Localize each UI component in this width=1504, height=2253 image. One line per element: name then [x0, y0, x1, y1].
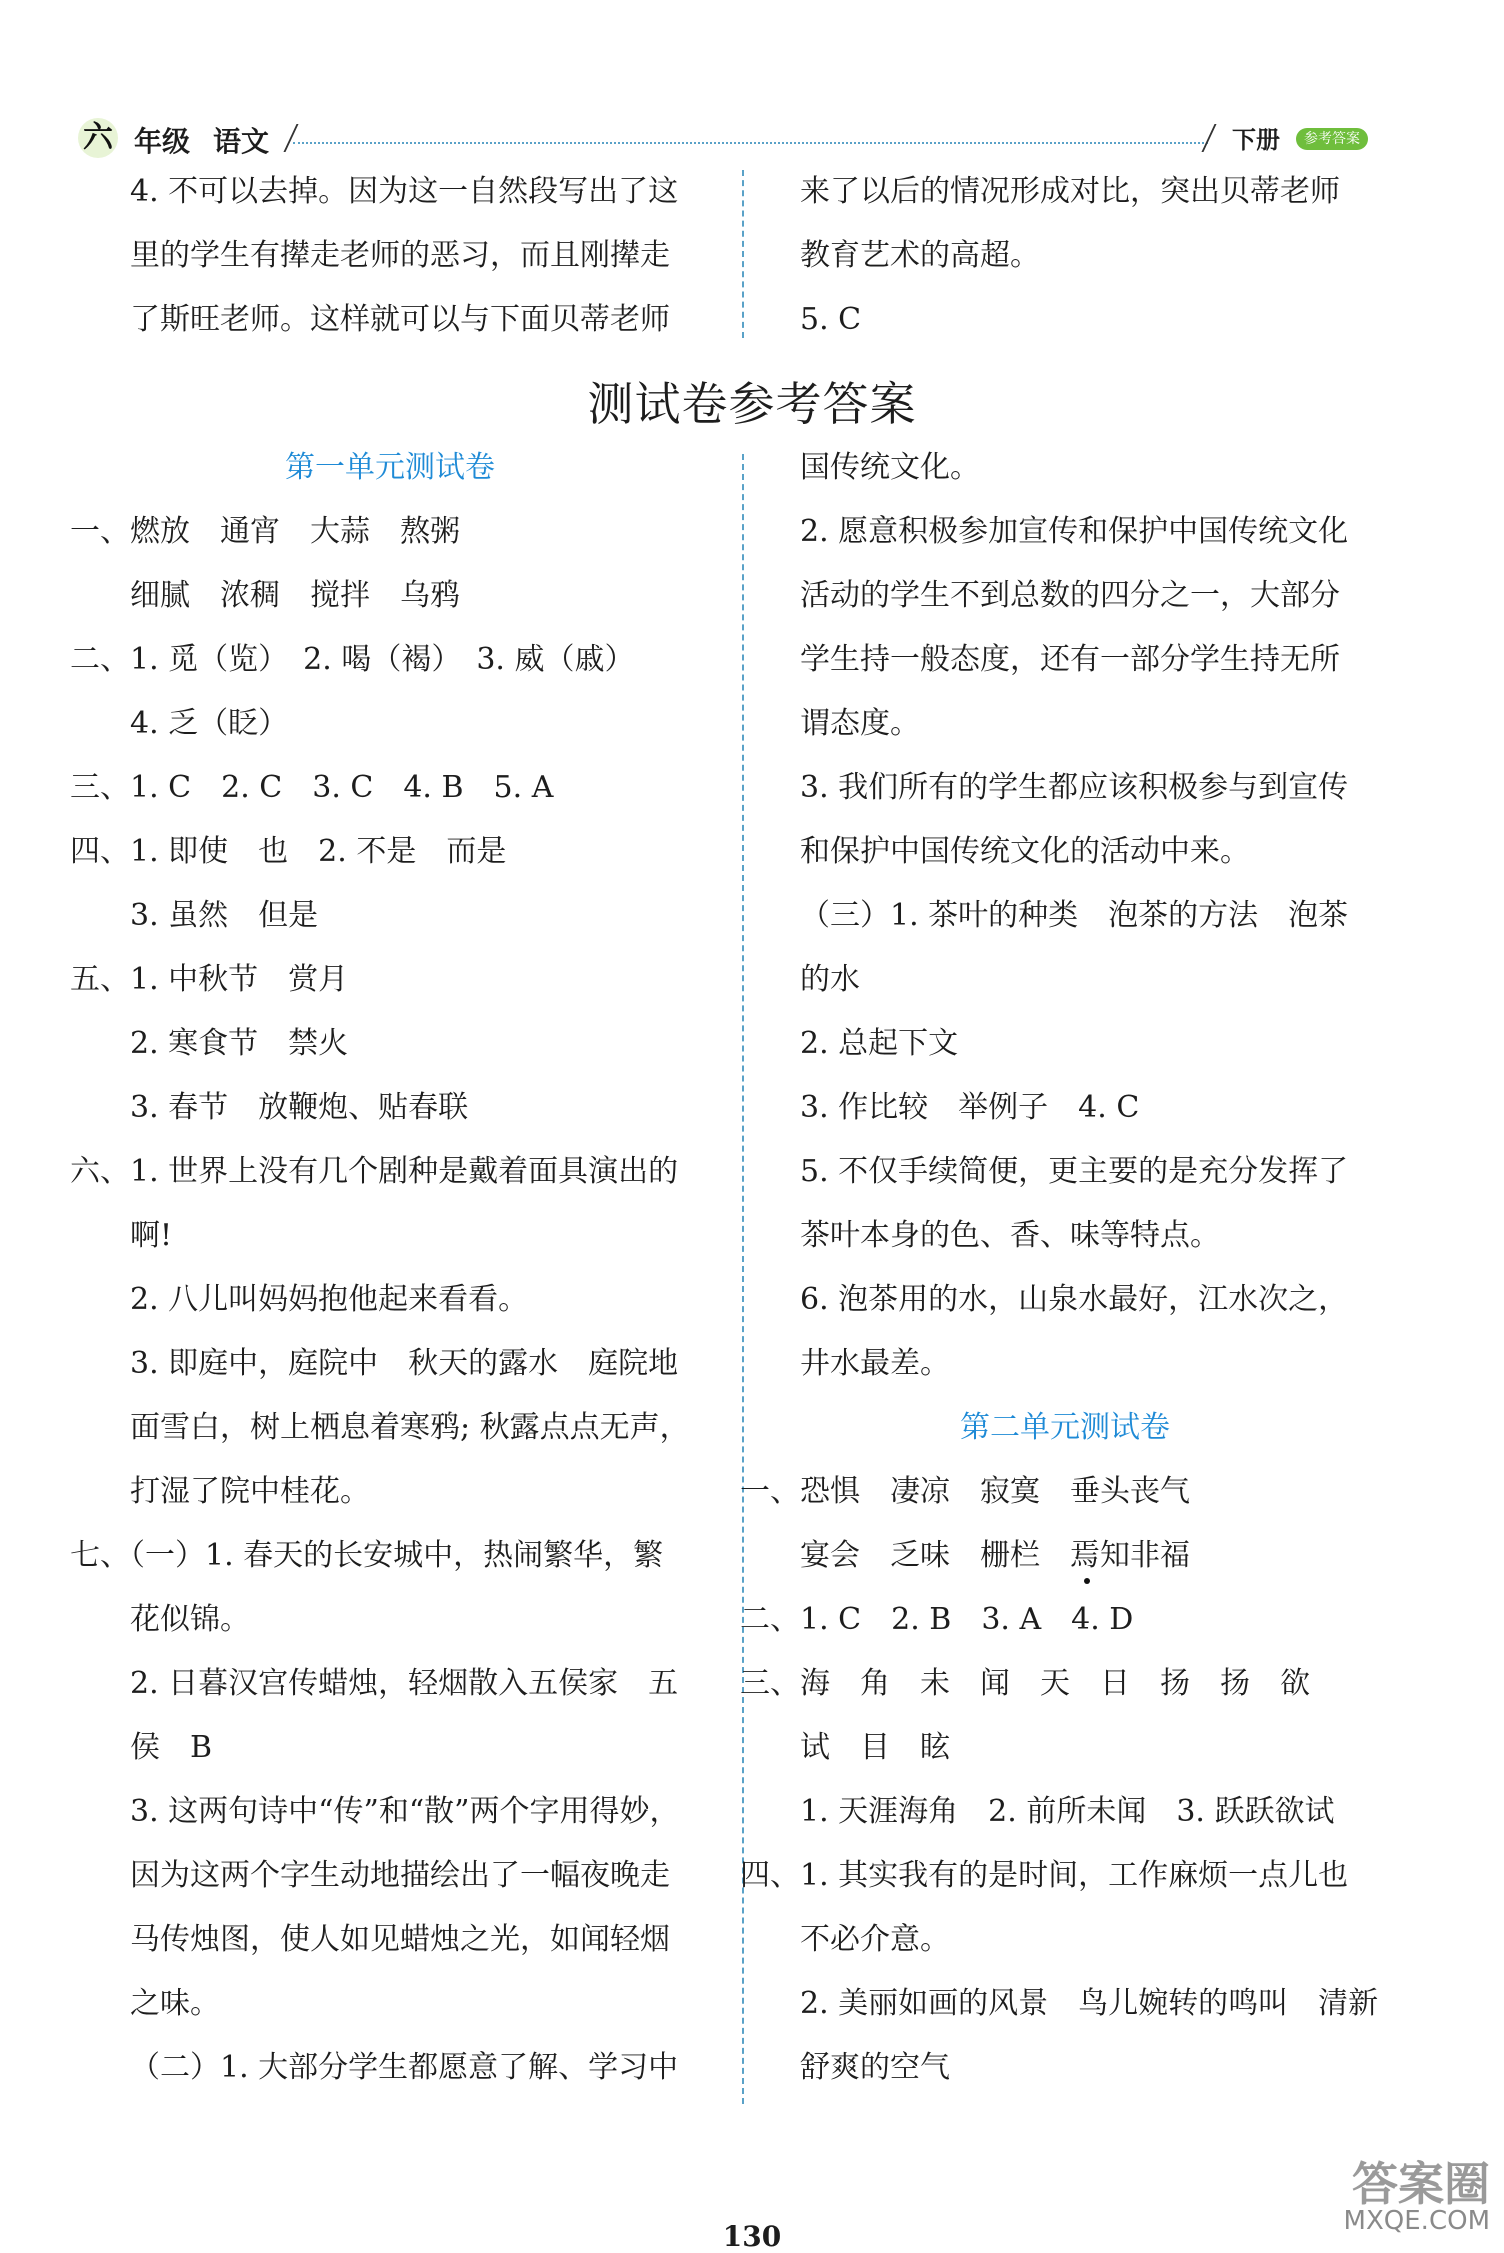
answer-line: 二、1. 觅（览） 2. 喝（褐） 3. 威（戚） [70, 642, 635, 677]
answer-line: 不必介意。 [800, 1922, 950, 1957]
answer-line: 3. 春节 放鞭炮、贴春联 [130, 1090, 469, 1125]
answer-line: 啊! [130, 1218, 173, 1253]
answer-line: 三、1. C 2. C 3. C 4. B 5. A [70, 770, 554, 805]
answer-line: 3. 作比较 举例子 4. C [800, 1090, 1140, 1125]
answer-line: 2. 愿意积极参加宣传和保护中国传统文化 [800, 514, 1349, 549]
top-right-column [800, 160, 1390, 352]
answer-line: （三）1. 茶叶的种类 泡茶的方法 泡茶 [800, 898, 1349, 933]
answer-line: 井水最差。 [800, 1346, 950, 1381]
answer-line: 了斯旺老师。这样就可以与下面贝蒂老师 [130, 302, 670, 337]
right-answer-lines-a [740, 436, 1390, 1396]
answer-line: 活动的学生不到总数的四分之一，大部分 [800, 578, 1340, 613]
header-answer-tag: 参考答案 [1296, 128, 1368, 150]
header-slash-right [1201, 124, 1216, 152]
answer-line: 2. 八儿叫妈妈抱他起来看看。 [130, 1282, 529, 1317]
answer-line: （二）1. 大部分学生都愿意了解、学习中 [130, 2050, 679, 2085]
answer-line: 细腻 浓稠 搅拌 乌鸦 [130, 578, 460, 613]
answer-line: 六、1. 世界上没有几个剧种是戴着面具演出的 [70, 1154, 679, 1189]
answer-line: 宴会 乏味 栅栏 焉知非福 [800, 1538, 1190, 1573]
answer-line: 二、1. C 2. B 3. A 4. D [740, 1602, 1134, 1637]
answer-line: 学生持一般态度，还有一部分学生持无所 [800, 642, 1340, 677]
answer-line: 马传烛图，使人如见蜡烛之光，如闻轻烟 [130, 1922, 670, 1957]
left-column [70, 436, 710, 2100]
answer-line: 5. C [800, 302, 862, 337]
header-slash-left [283, 124, 298, 152]
answer-line: 4. 不可以去掉。因为这一自然段写出了这 [130, 174, 679, 209]
page-header [78, 118, 1368, 158]
answer-line: 1. 天涯海角 2. 前所未闻 3. 跃跃欲试 [800, 1794, 1335, 1829]
answer-line: 打湿了院中桂花。 [130, 1474, 370, 1509]
header-volume: 下册 [1232, 126, 1280, 154]
right-column [740, 436, 1390, 2100]
answer-line: 3. 我们所有的学生都应该积极参与到宣传 [800, 770, 1349, 805]
answer-line: 2. 美丽如画的风景 鸟儿婉转的鸣叫 清新 [800, 1986, 1379, 2021]
top-left-column [130, 160, 710, 352]
answer-line: 谓态度。 [800, 706, 920, 741]
answer-line: 5. 不仅手续简便，更主要的是充分发挥了 [800, 1154, 1349, 1189]
answer-line: 的水 [800, 962, 860, 997]
watermark [1343, 2157, 1490, 2236]
answer-line: 一、燃放 通宵 大蒜 熬粥 [70, 514, 460, 549]
answer-line: 七、（一）1. 春天的长安城中，热闹繁华，繁 [70, 1538, 664, 1573]
answer-line: 试 目 眩 [800, 1730, 950, 1765]
answer-line: 3. 这两句诗中“传”和“散”两个字用得妙， [130, 1794, 680, 1829]
main-title: 测试卷参考答案 [587, 377, 917, 431]
answer-line: 2. 总起下文 [800, 1026, 959, 1061]
answer-line: 2. 寒食节 禁火 [130, 1026, 349, 1061]
column-divider [742, 170, 744, 338]
watermark-logo: 答案圈 [1352, 2157, 1490, 2211]
section-title-unit2: 第二单元测试卷 [960, 1410, 1170, 1445]
answer-line: 面雪白，树上栖息着寒鸦; 秋露点点无声， [130, 1410, 690, 1445]
left-answer-lines [70, 500, 710, 2100]
header-dotted-line [293, 142, 1208, 144]
answer-line: 侯 B [130, 1730, 213, 1765]
answer-line: 和保护中国传统文化的活动中来。 [800, 834, 1250, 869]
answer-line: 舒爽的空气 [800, 2050, 950, 2085]
answer-line: 3. 即庭中，庭院中 秋天的露水 庭院地 [130, 1346, 679, 1381]
watermark-url: MXQE.COM [1343, 2206, 1490, 2236]
answer-line: 国传统文化。 [800, 450, 980, 485]
answer-line: 之味。 [130, 1986, 220, 2021]
answer-line: 花似锦。 [130, 1602, 250, 1637]
right-answer-lines-b2 [740, 1588, 1390, 2100]
answer-line: 三、海 角 未 闻 天 日 扬 扬 欲 [740, 1666, 1310, 1701]
answer-line: 五、1. 中秋节 赏月 [70, 962, 349, 997]
header-grade: 年级 [134, 125, 191, 158]
answer-line: 一、恐惧 凄凉 寂寞 垂头丧气 [740, 1474, 1190, 1509]
answer-line: 因为这两个字生动地描绘出了一幅夜晚走 [130, 1858, 670, 1893]
answer-line: 里的学生有撵走老师的恶习，而且刚撵走 [130, 238, 670, 273]
answer-line: 来了以后的情况形成对比，突出贝蒂老师 [800, 174, 1340, 209]
section-title-unit1: 第一单元测试卷 [285, 450, 495, 485]
emphasis-dot [1084, 1578, 1090, 1584]
page-number: 130 [722, 2220, 782, 2253]
answer-line: 四、1. 其实我有的是时间，工作麻烦一点儿也 [740, 1858, 1349, 1893]
answer-line: 6. 泡茶用的水，山泉水最好，江水次之， [800, 1282, 1349, 1317]
answer-line: 教育艺术的高超。 [800, 238, 1040, 273]
grade-badge: 六 [78, 118, 118, 158]
answer-line: 4. 乏（眨） [130, 706, 289, 741]
right-answer-lines-b1 [740, 1460, 1390, 1588]
header-subject: 语文 [213, 125, 270, 158]
answer-line: 茶叶本身的色、香、味等特点。 [800, 1218, 1220, 1253]
answer-line: 2. 日暮汉宫传蜡烛，轻烟散入五侯家 五 [130, 1666, 679, 1701]
answer-line: 四、1. 即使 也 2. 不是 而是 [70, 834, 507, 869]
answer-line: 3. 虽然 但是 [130, 898, 319, 933]
